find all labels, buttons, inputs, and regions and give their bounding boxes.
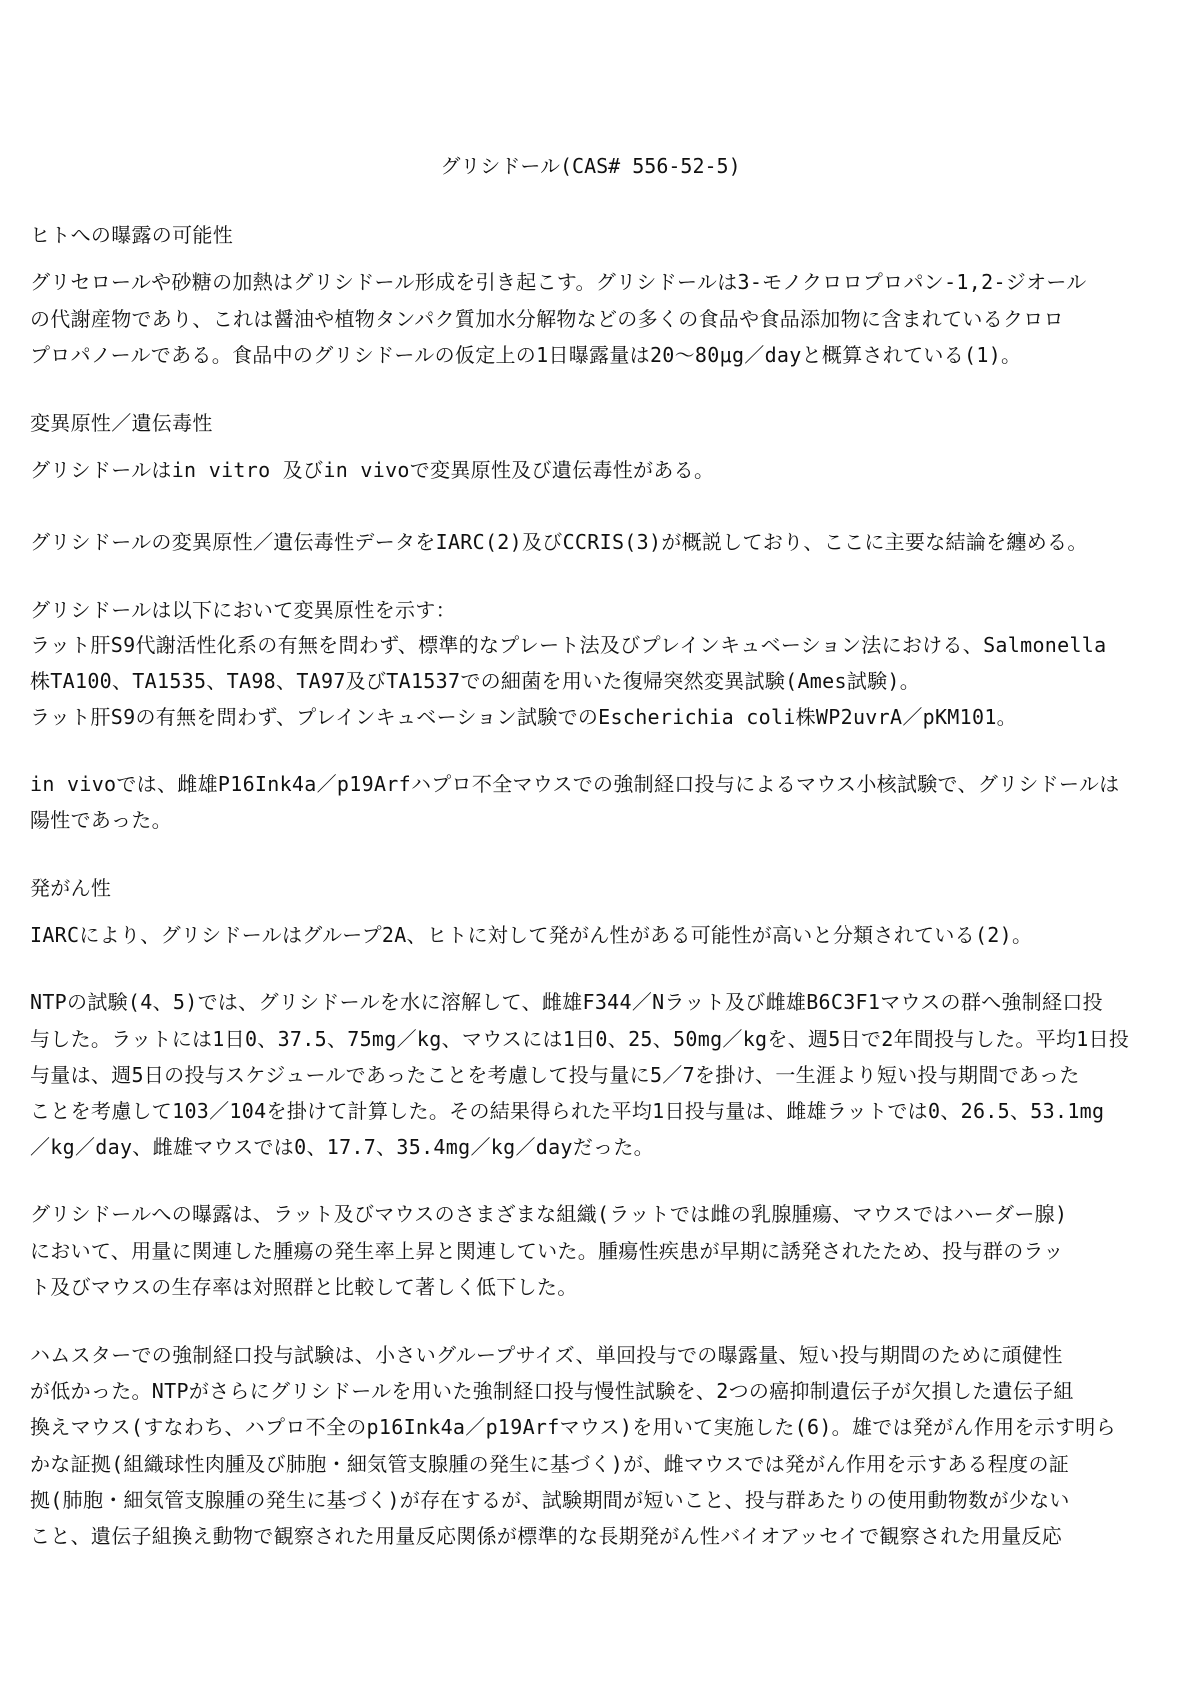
carcinogenicity-text-line: NTPの試験(4、5)では、グリシドールを水に溶解して、雌雄F344／Nラット及び雌雄B6C3F1マウスの群へ強制経口投 — [30, 990, 1103, 1014]
genotoxicity-text-line: ラット肝S9代謝活性化系の有無を問わず、標準的なプレート法及びプレインキュベーション法における、Salmonella — [30, 633, 1107, 657]
carcinogenicity-text-line: が低かった。NTPがさらにグリシドールを用いた強制経口投与慢性試験を、2つの癌抑制遺伝子が欠損した遺伝子組 — [30, 1379, 1074, 1403]
section-heading-genotoxicity: 変異原性／遺伝毒性 — [30, 411, 213, 435]
genotoxicity-text-line: 陽性であった。 — [30, 808, 172, 832]
carcinogenicity-text-line: 換えマウス(すなわち、ハプロ不全のp16Ink4a／p19Arfマウス)を用いて実施した(6)。雄では発がん作用を示す明ら — [30, 1415, 1116, 1439]
section-heading-carcinogenicity: 発がん性 — [30, 876, 112, 900]
carcinogenicity-text-line: において、用量に関連した腫瘍の発生率上昇と関連していた。腫瘍性疾患が早期に誘発されたため、投与群のラッ — [30, 1239, 1064, 1263]
document-title: グリシドール(CAS# 556-52-5) — [440, 154, 741, 178]
carcinogenicity-text-line: ト及びマウスの生存率は対照群と比較して著しく低下した。 — [30, 1275, 578, 1299]
carcinogenicity-text-line: 与量は、週5日の投与スケジュールであったことを考慮して投与量に5／7を掛け、一生涯より短い投与期間であった — [30, 1063, 1080, 1087]
carcinogenicity-text-line: グリシドールへの曝露は、ラット及びマウスのさまざまな組織(ラットでは雌の乳腺腫瘍、マウスではハーダー腺) — [30, 1202, 1068, 1226]
genotoxicity-text-line: ラット肝S9の有無を問わず、プレインキュベーション試験でのEscherichia coli株WP2uvrA／pKM101。 — [30, 705, 1017, 729]
carcinogenicity-text-line: かな証拠(組織球性肉腫及び肺胞・細気管支腺腫の発生に基づく)が、雌マウスでは発がん作用を示すある程度の証 — [30, 1452, 1070, 1476]
genotoxicity-paragraph: グリシドールはin vitro 及びin vivoで変異原性及び遺伝毒性がある。 — [30, 458, 715, 482]
genotoxicity-text-line: in vivoでは、雌雄P16Ink4a／p19Arfハプロ不全マウスでの強制経口投与によるマウス小核試験で、グリシドールは — [30, 772, 1120, 796]
genotoxicity-paragraph: グリシドールの変異原性／遺伝毒性データをIARC(2)及びCCRIS(3)が概説しており、ここに主要な結論を纏める。 — [30, 530, 1088, 554]
carcinogenicity-paragraph: IARCにより、グリシドールはグループ2A、ヒトに対して発がん性がある可能性が高いと分類されている(2)。 — [30, 923, 1033, 947]
exposure-text-line: グリセロールや砂糖の加熱はグリシドール形成を引き起こす。グリシドールは3-モノクロロプロパン-1,2-ジオール — [30, 270, 1087, 294]
carcinogenicity-text-line: ／kg／day、雌雄マウスでは0、17.7、35.4mg／kg／dayだった。 — [30, 1135, 654, 1159]
section-heading-exposure: ヒトへの曝露の可能性 — [30, 223, 233, 247]
carcinogenicity-text-line: 拠(肺胞・細気管支腺腫の発生に基づく)が存在するが、試験期間が短いこと、投与群あたりの使用動物数が少ない — [30, 1488, 1070, 1512]
genotoxicity-text-line: グリシドールは以下において変異原性を示す： — [30, 598, 456, 622]
carcinogenicity-text-line: ハムスターでの強制経口投与試験は、小さいグループサイズ、単回投与での曝露量、短い投与期間のために頑健性 — [30, 1343, 1063, 1367]
exposure-text-line: プロパノールである。食品中のグリシドールの仮定上の1日曝露量は20～80μg／dayと概算されている(1)。 — [30, 343, 1022, 367]
carcinogenicity-text-line: 与した。ラットには1日0、37.5、75mg／kg、マウスには1日0、25、50mg／kgを、週5日で2年間投与した。平均1日投 — [30, 1027, 1130, 1051]
carcinogenicity-text-line: こと、遺伝子組換え動物で観察された用量反応関係が標準的な長期発がん性バイオアッセイで観察された用量反応 — [30, 1524, 1063, 1548]
genotoxicity-text-line: 株TA100、TA1535、TA98、TA97及びTA1537での細菌を用いた復帰突然変異試験(Ames試験)。 — [30, 669, 921, 693]
exposure-text-line: の代謝産物であり、これは醤油や植物タンパク質加水分解物などの多くの食品や食品添加物に含まれているクロロ — [30, 307, 1064, 331]
carcinogenicity-text-line: ことを考慮して103／104を掛けて計算した。その結果得られた平均1日投与量は、雌雄ラットでは0、26.5、53.1mg — [30, 1099, 1105, 1123]
